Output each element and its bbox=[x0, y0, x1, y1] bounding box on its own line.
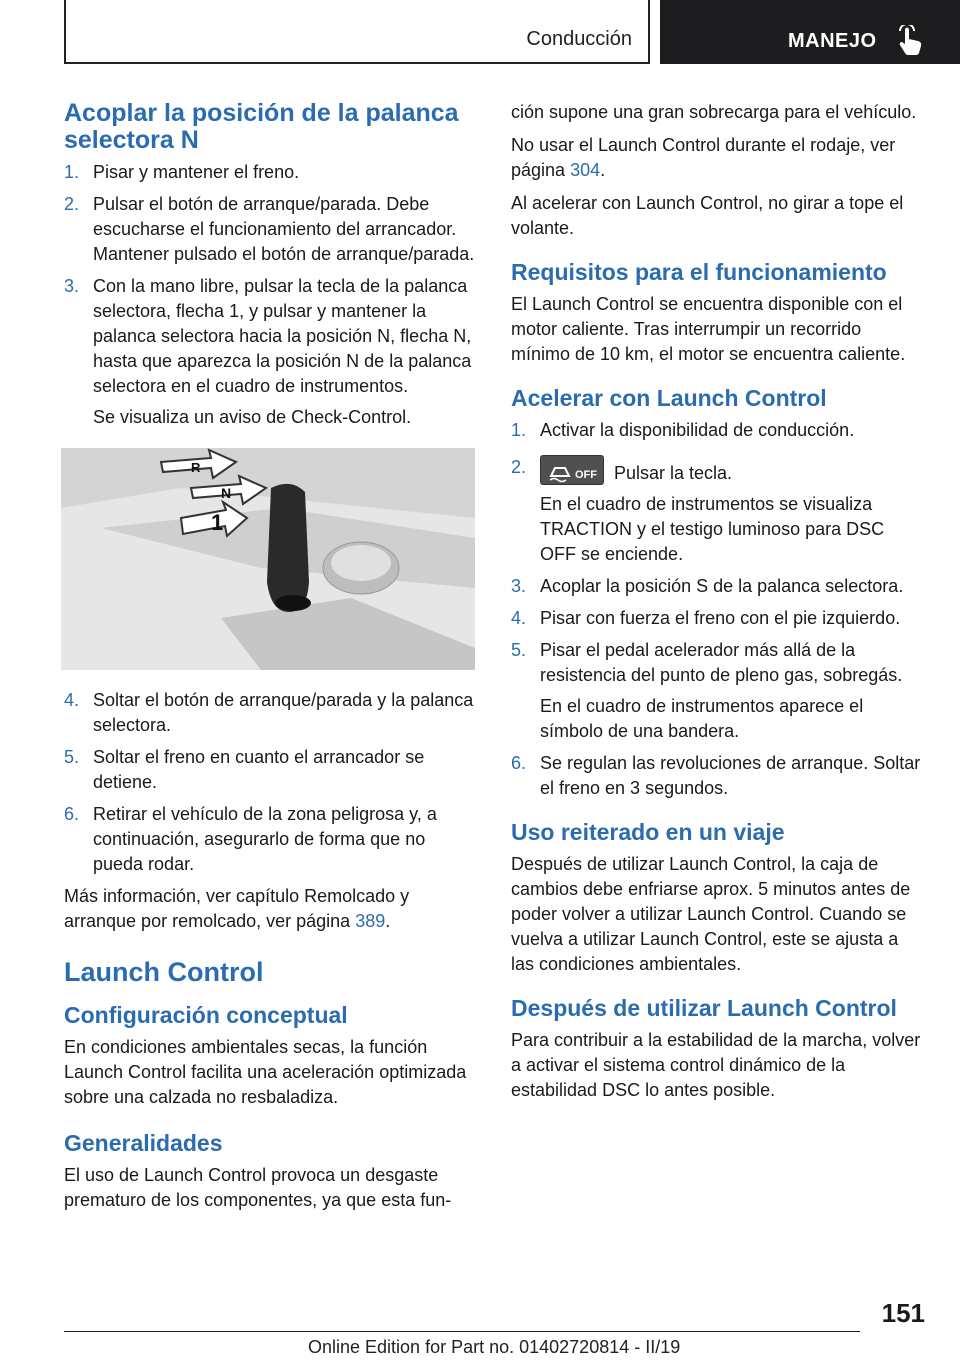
acelerar-steps bbox=[511, 418, 923, 801]
step-text: Activar la disponibilidad de conducción. bbox=[540, 420, 855, 440]
step-text: Pulsar la tecla. bbox=[614, 463, 733, 483]
volante-paragraph: Al acelerar con Launch Control, no girar a tope el volante. bbox=[511, 193, 904, 238]
step-text: Soltar el botón de arranque/parada y la palanca selectora. bbox=[93, 690, 474, 735]
chapter-title: Conducción bbox=[526, 28, 632, 50]
step-text: Con la mano libre, pulsar la tecla de la palanca selectora, flecha 1, y pulsar y mantener la palanca selectora hacia la posición N, flecha N, hasta que aparezca la posición N de la palanca selectora en el cuadro de instrumentos. bbox=[93, 276, 472, 396]
dsc-off-label: OFF bbox=[575, 469, 597, 481]
heading-acelerar: Acelerar con Launch Control bbox=[511, 385, 827, 411]
despues-paragraph: Para contribuir a la estabilidad de la marcha, volver a activar el sistema control dinámico de la estabilidad DSC lo antes posible. bbox=[511, 1030, 921, 1100]
page-link-389[interactable]: 389 bbox=[355, 911, 386, 931]
step-text: Pisar con fuerza el freno con el pie izquierdo. bbox=[540, 608, 901, 628]
rodaje-text: No usar el Launch Control durante el rodaje, ver página bbox=[511, 135, 896, 180]
step-text: Acoplar la posición S de la palanca selectora. bbox=[540, 576, 904, 596]
header-chapter-box bbox=[64, 0, 650, 64]
more-info-paragraph: Más información, ver capítulo Remolcado y arranque por remolcado, ver página 389. bbox=[64, 886, 410, 931]
step-number: 3. bbox=[64, 276, 80, 296]
section-title: MANEJO bbox=[788, 30, 877, 52]
step-note: Se visualiza un aviso de Check-Control. bbox=[93, 407, 412, 427]
step-number: 6. bbox=[511, 753, 527, 773]
step-text: Se regulan las revoluciones de arranque. Soltar el freno en 3 segundos. bbox=[540, 753, 921, 798]
after-steps bbox=[64, 688, 476, 877]
step-text: Pisar y mantener el freno. bbox=[93, 162, 300, 182]
arrow-label-r: R bbox=[191, 460, 201, 475]
step-note: En el cuadro de instrumentos aparece el símbolo de una bandera. bbox=[540, 696, 864, 741]
step-number: 1. bbox=[511, 420, 527, 440]
gear-selector-drawing bbox=[61, 448, 475, 670]
list-item bbox=[511, 751, 923, 801]
header-section-box bbox=[660, 0, 960, 64]
step-number: 1. bbox=[64, 162, 80, 182]
heading-generalidades: Generalidades bbox=[64, 1130, 223, 1156]
hand-pointer-icon bbox=[896, 25, 924, 55]
step-number: 4. bbox=[511, 608, 527, 628]
step-note: En el cuadro de instrumentos se visualiza TRACTION y el testigo luminoso para DSC OFF se enciende. bbox=[540, 494, 885, 564]
step-text: Pulsar el botón de arranque/parada. Debe escucharse el funcionamiento del arrancador. Mantener pulsado el botón de arranque/parada. bbox=[93, 194, 475, 264]
list-item bbox=[511, 606, 923, 631]
list-item bbox=[64, 802, 476, 877]
requisitos-paragraph: El Launch Control se encuentra disponible con el motor caliente. Tras interrumpir un recorrido mínimo de 10 km, el motor se encuentra caliente. bbox=[511, 294, 906, 364]
heading-acoplar: Acoplar la posición de la palanca selectora N bbox=[64, 99, 459, 154]
list-item bbox=[511, 455, 923, 567]
heading-despues: Después de utilizar Launch Control bbox=[511, 995, 897, 1021]
step-number: 3. bbox=[511, 576, 527, 596]
acoplar-steps bbox=[64, 160, 476, 430]
list-item bbox=[64, 160, 476, 185]
step-number: 2. bbox=[64, 194, 80, 214]
rodaje-paragraph: No usar el Launch Control durante el rodaje, ver página 304. bbox=[511, 135, 896, 180]
page-number: 151 bbox=[881, 1298, 925, 1328]
more-info-text: Más información, ver capítulo Remolcado y arranque por remolcado, ver página bbox=[64, 886, 410, 931]
uso-paragraph: Después de utilizar Launch Control, la caja de cambios debe enfriarse aprox. 5 minutos antes de poder volver a utilizar Launch Control. Cuando se vuelva a utilizar Launch Control, este se ajusta a las condiciones ambientales. bbox=[511, 854, 911, 974]
step-number: 5. bbox=[64, 747, 80, 767]
step-text: Soltar el freno en cuanto el arrancador se detiene. bbox=[93, 747, 425, 792]
heading-launch-control: Launch Control bbox=[64, 957, 264, 987]
step-number: 6. bbox=[64, 804, 80, 824]
config-paragraph: En condiciones ambientales secas, la función Launch Control facilita una aceleración optimizada sobre una calzada no resbaladiza. bbox=[64, 1037, 467, 1107]
step-number: 5. bbox=[511, 640, 527, 660]
arrow-label-1: 1 bbox=[211, 510, 224, 535]
page-link-304[interactable]: 304 bbox=[570, 160, 601, 180]
gear-selector-illustration bbox=[61, 448, 475, 670]
general-paragraph: El uso de Launch Control provoca un desgaste prematuro de los componentes, ya que esta fun- bbox=[64, 1165, 452, 1210]
heading-uso-reiterado: Uso reiterado en un viaje bbox=[511, 819, 785, 845]
dsc-off-button-icon bbox=[540, 455, 604, 485]
list-item bbox=[511, 574, 923, 599]
list-item bbox=[64, 688, 476, 738]
step-number: 2. bbox=[511, 457, 527, 477]
list-item bbox=[511, 418, 923, 443]
footer-edition: Online Edition for Part no. 01402720814 - II/19 bbox=[308, 1337, 681, 1357]
arrow-label-n: N bbox=[221, 485, 232, 501]
step-number: 4. bbox=[64, 690, 80, 710]
footer-divider bbox=[64, 1331, 860, 1332]
step-text: Pisar el pedal acelerador más allá de la resistencia del punto de pleno gas, sobregás. bbox=[540, 640, 903, 685]
heading-requisitos: Requisitos para el funcionamiento bbox=[511, 259, 887, 285]
list-item bbox=[64, 192, 476, 267]
heading-config: Configuración conceptual bbox=[64, 1002, 348, 1028]
list-item bbox=[64, 745, 476, 795]
list-item bbox=[64, 274, 476, 430]
left-column bbox=[64, 100, 476, 1221]
step-text: Retirar el vehículo de la zona peligrosa y, a continuación, asegurarlo de forma que no pueda rodar. bbox=[93, 804, 437, 874]
continuation-paragraph: ción supone una gran sobrecarga para el vehículo. bbox=[511, 102, 917, 122]
right-column bbox=[511, 100, 923, 1111]
list-item bbox=[511, 638, 923, 744]
